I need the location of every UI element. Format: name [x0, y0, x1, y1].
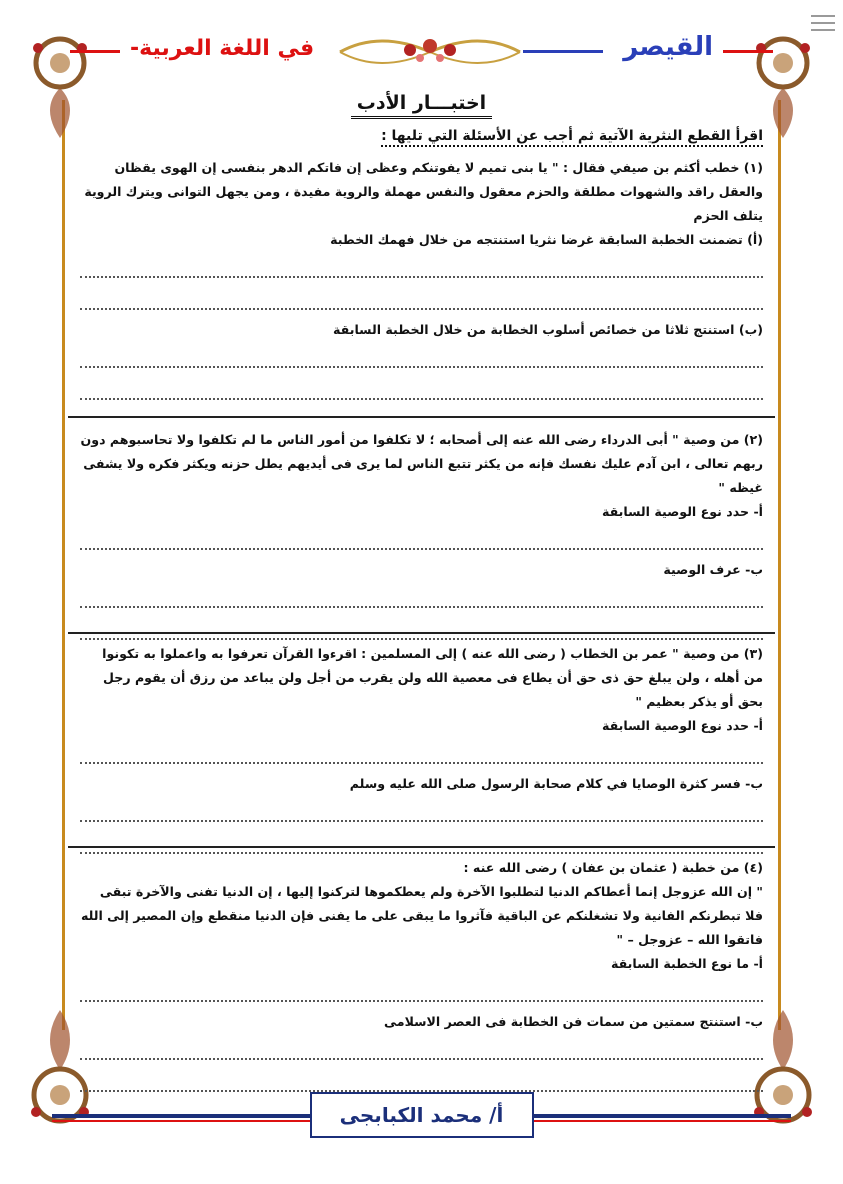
- answer-line[interactable]: [80, 344, 763, 368]
- question-a: (أ) تضمنت الخطبة السابقة غرضا نثريا استنتجه من خلال فهمك الخطبة: [330, 232, 763, 247]
- header-dash: [523, 50, 603, 53]
- question-b: (ب) استنتج ثلاثا من خصائص أسلوب الخطابة من خلال الخطبة السابقة: [333, 322, 763, 337]
- answer-line[interactable]: [80, 1068, 763, 1092]
- question-section-2: [80, 428, 763, 648]
- section-divider: [68, 632, 775, 634]
- answer-line[interactable]: [80, 740, 763, 764]
- question-b: ب- استنتج سمتين من سمات فن الخطابة فى العصر الاسلامى: [384, 1014, 763, 1029]
- passage-heading: (٤) من خطبة ( عثمان بن عفان ) رضى الله عنه :: [463, 860, 763, 875]
- question-a: أ- حدد نوع الوصية السابقة: [601, 504, 763, 519]
- question-b: ب- عرف الوصية: [663, 562, 763, 577]
- subject-mark: -: [130, 36, 140, 61]
- footer: [52, 1100, 791, 1140]
- question-b: ب- فسر كثرة الوصايا في كلام صحابة الرسول صلى الله عليه وسلم: [349, 776, 763, 791]
- question-a: أ- ما نوع الخطبة السابقة: [610, 956, 763, 971]
- brand-title: القيصر: [623, 32, 713, 62]
- section-divider: [68, 416, 775, 418]
- passage-text: (٣) من وصية " عمر بن الخطاب ( رضى الله عنه ) إلى المسلمين : اقرءوا القرآن تعرفوا به واعملوا به تكونوا من أهله ، ولن يبلغ حق ذى حق أن يطاع فى معصية الله ولن يقرب من أجل ولن يباعد من رزق أن يقوم رجل بحق أو يذكر بعظيم ": [102, 646, 763, 709]
- question-section-1: [80, 156, 763, 408]
- subject-title: في اللغة العربية-: [130, 36, 315, 61]
- author-signature: أ/ محمد الكبابجى: [310, 1092, 534, 1138]
- answer-line[interactable]: [80, 526, 763, 550]
- answer-line[interactable]: [80, 286, 763, 310]
- footer-line: [501, 1114, 791, 1118]
- answer-line[interactable]: [80, 830, 763, 854]
- answer-line[interactable]: [80, 254, 763, 278]
- passage-text: " إن الله عزوجل إنما أعطاكم الدنيا لتطلبوا الآخرة ولم يعطكموها لتركنوا إليها ، إن الدنيا تفنى والآخرة تبقى فلا تبطرنكم الفانية ولا تشغلنكم عن الباقية فآثروا ما يبقى على ما يفنى فإن الدنيا منقطع وإن المصير إلى الله فاتقوا الله – عزوجل – ": [80, 884, 763, 947]
- answer-line[interactable]: [80, 376, 763, 400]
- passage-text: (١) خطب أكثم بن صيفي فقال : " يا بنى تميم لا يفوتنكم وعظى إن فاتكم الدهر بنفسى إن الهوى يقظان والعقل راقد والشهوات مطلقة والحزم معقول والنفس مهملة والروية مفيدة ، ومن يجهل التوانى ويترك الروية يتلف الحزم: [84, 160, 763, 223]
- header: [70, 30, 773, 74]
- answer-line[interactable]: [80, 1036, 763, 1060]
- header-dash: [723, 50, 773, 53]
- section-divider: [68, 846, 775, 848]
- footer-line: [52, 1120, 342, 1122]
- question-section-4: [80, 856, 763, 1100]
- exam-title: اختبـــار الأدب: [0, 92, 843, 114]
- answer-line[interactable]: [80, 616, 763, 640]
- question-a: أ- حدد نوع الوصية السابقة: [601, 718, 763, 733]
- passage-text: (٢) من وصية " أبى الدرداء رضى الله عنه إلى أصحابه ؛ لا تكلفوا من أمور الناس ما لم تكلفوا ولا تحاسبوهم دون ربهم تعالى ، ابن آدم عليك نفسك فإنه من يكثر تتبع الناس لما يرى فى أيديهم يطل حزنه ويكثر فكره ولا يشفى غيظه ": [80, 432, 763, 495]
- answer-line[interactable]: [80, 978, 763, 1002]
- frame-right-line: [778, 100, 781, 1030]
- answer-line[interactable]: [80, 798, 763, 822]
- frame-left-line: [62, 100, 65, 1030]
- question-section-3: [80, 642, 763, 862]
- footer-line: [52, 1114, 342, 1118]
- instruction: اقرأ القطع النثرية الآتية ثم أجب عن الأسئلة التي تليها :: [381, 128, 763, 147]
- answer-line[interactable]: [80, 584, 763, 608]
- header-dash: [70, 50, 120, 53]
- footer-line: [501, 1120, 791, 1122]
- center-floral-icon: [330, 30, 530, 74]
